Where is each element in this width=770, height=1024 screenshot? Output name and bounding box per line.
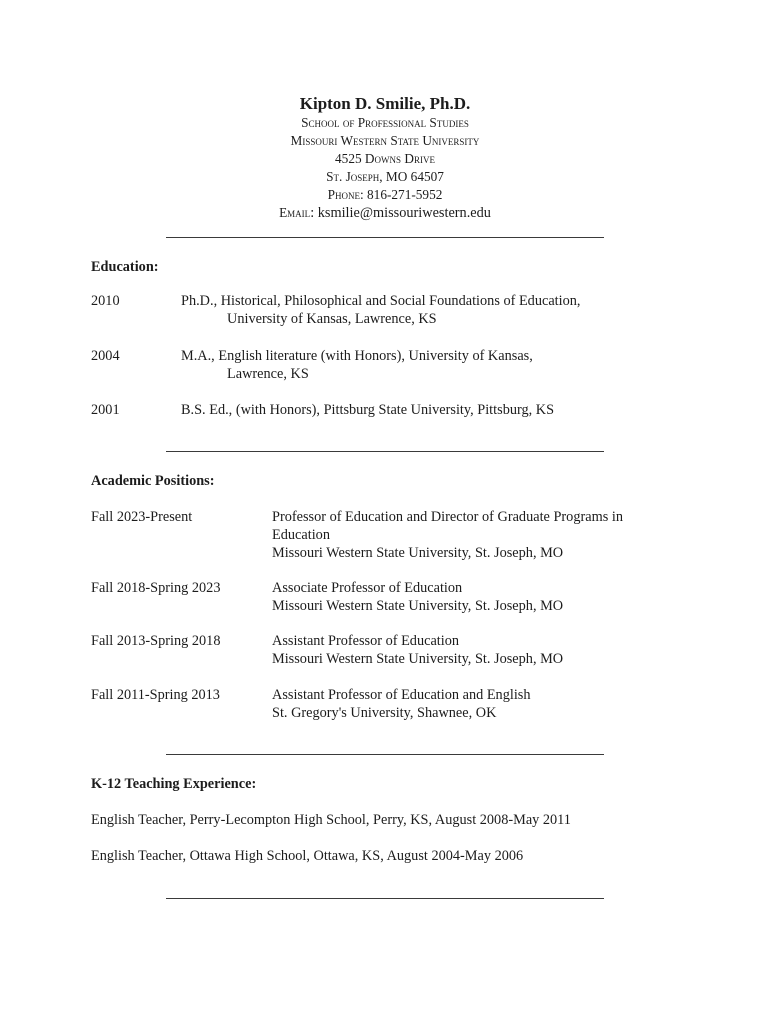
education-degree: B.S. Ed., (with Honors), Pittsburg State University, Pittsburg, KS	[181, 402, 555, 418]
divider	[166, 237, 604, 238]
position-institution: Missouri Western State University, St. Joseph, MO	[272, 651, 564, 667]
education-year: 2001	[91, 402, 120, 418]
city-state-zip: St. Joseph, MO 64507	[326, 169, 444, 184]
email-address: : ksmilie@missouriwestern.edu	[310, 205, 491, 221]
position-institution: Missouri Western State University, St. Joseph, MO	[272, 598, 564, 614]
education-institution: Lawrence, KS	[227, 366, 309, 382]
email-line	[0, 204, 770, 222]
divider	[166, 754, 604, 755]
department: School of Professional Studies	[301, 115, 469, 130]
position-institution: St. Gregory's University, Shawnee, OK	[272, 705, 497, 721]
education-year: 2004	[91, 348, 120, 364]
teaching-heading: K-12 Teaching Experience:	[91, 776, 257, 792]
positions-heading: Academic Positions:	[91, 473, 215, 489]
teaching-entry: English Teacher, Ottawa High School, Ottawa, KS, August 2004-May 2006	[91, 848, 524, 864]
education-entry	[181, 347, 533, 383]
position-entry	[272, 579, 563, 615]
position-dates: Fall 2023-Present	[91, 509, 193, 525]
position-entry	[272, 632, 563, 668]
education-entry	[181, 292, 580, 328]
position-title-cont: Education	[272, 527, 330, 543]
education-degree: M.A., English literature (with Honors), University of Kansas,	[181, 348, 533, 364]
divider	[166, 898, 604, 899]
university: Missouri Western State University	[290, 133, 480, 148]
position-entry	[272, 686, 531, 722]
cv-name: Kipton D. Smilie, Ph.D.	[299, 94, 471, 113]
position-entry	[272, 508, 623, 562]
position-title: Associate Professor of Education	[272, 580, 463, 596]
position-institution: Missouri Western State University, St. Joseph, MO	[272, 545, 564, 561]
phone: Phone: 816-271-5952	[327, 187, 443, 202]
position-title: Professor of Education and Director of Graduate Programs in	[272, 509, 623, 525]
position-dates: Fall 2018-Spring 2023	[91, 580, 221, 596]
education-institution: University of Kansas, Lawrence, KS	[227, 311, 437, 327]
position-title: Assistant Professor of Education and English	[272, 687, 531, 703]
teaching-entry: English Teacher, Perry-Lecompton High School, Perry, KS, August 2008-May 2011	[91, 812, 571, 828]
education-degree: Ph.D., Historical, Philosophical and Social Foundations of Education,	[181, 293, 581, 309]
position-dates: Fall 2013-Spring 2018	[91, 633, 221, 649]
position-dates: Fall 2011-Spring 2013	[91, 687, 220, 703]
education-entry	[181, 401, 554, 419]
street-address: 4525 Downs Drive	[335, 151, 435, 166]
education-year: 2010	[91, 293, 120, 309]
position-title: Assistant Professor of Education	[272, 633, 460, 649]
divider	[166, 451, 604, 452]
education-heading: Education:	[91, 259, 159, 275]
email-label: Email	[279, 205, 311, 220]
